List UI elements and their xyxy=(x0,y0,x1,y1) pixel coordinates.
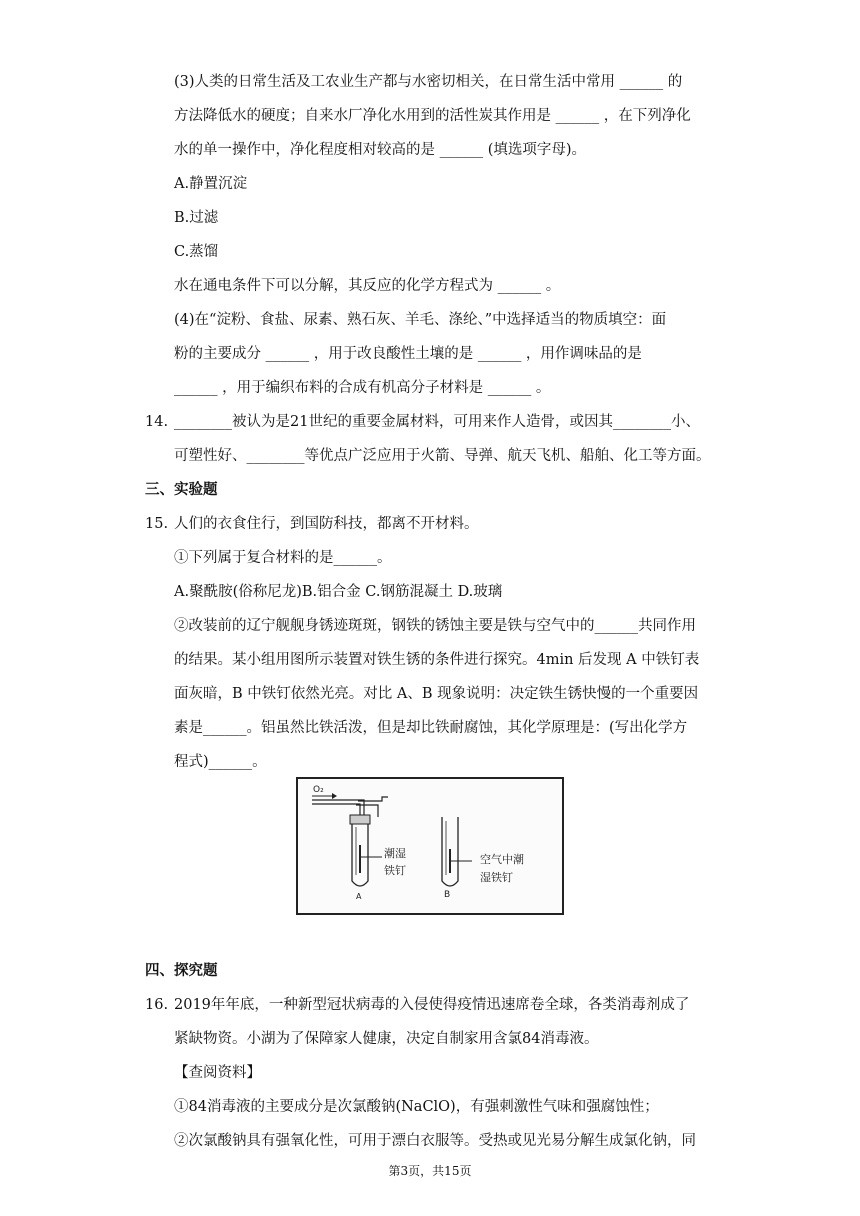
q16-line-5: ②次氯酸钠具有强氧化性，可用于漂白衣服等。受热或见光易分解生成氯化钠，同 xyxy=(174,1133,696,1149)
q13-part3-line-7: 水在通电条件下可以分解，其反应的化学方程式为 ______ 。 xyxy=(174,278,561,294)
section-3-heading: 三、实验题 xyxy=(145,481,218,498)
tube-a-label: A xyxy=(356,892,362,901)
q15-line-3: A.聚酰胺(俗称尼龙)B.铝合金 C.钢筋混凝土 D.玻璃 xyxy=(174,584,503,600)
q15-line-4: ②改装前的辽宁舰舰身锈迹斑斑，钢铁的锈蚀主要是铁与空气中的______共同作用 xyxy=(174,618,696,634)
q13-option-c: C.蒸馏 xyxy=(174,244,219,260)
q13-part4-line-1: (4)在“淀粉、食盐、尿素、熟石灰、羊毛、涤纶、”中选择适当的物质填空：面 xyxy=(174,312,667,328)
q15-line-5: 的结果。某小组用图所示装置对铁生锈的条件进行探究。4min 后发现 A 中铁钉表 xyxy=(174,652,700,668)
q16-line-3: 【查阅资料】 xyxy=(174,1065,261,1081)
label-a-line1: 潮湿 xyxy=(384,847,406,860)
label-a-line2: 铁钉 xyxy=(384,864,406,877)
page-footer: 第3页，共15页 xyxy=(388,1164,472,1178)
q15-line-1: 人们的衣食住行，到国防科技，都离不开材料。 xyxy=(174,516,479,532)
stopper-a xyxy=(350,815,370,824)
rusting-apparatus-figure xyxy=(296,777,564,915)
q14-number: 14. xyxy=(145,414,169,430)
q13-option-b: B.过滤 xyxy=(174,210,219,226)
figure-frame xyxy=(297,778,563,914)
tube-b-label: B xyxy=(444,890,451,900)
q14-line-1: ________被认为是21世纪的重要金属材料，可用来作人造骨，或因其________小、 xyxy=(174,414,700,430)
q16-number: 16. xyxy=(145,997,169,1013)
q13-part3-line-3: 水的单一操作中，净化程度相对较高的是 ______ (填选项字母)。 xyxy=(174,142,587,158)
apparatus-diagram xyxy=(296,777,564,915)
q13-part4-line-3: ______ ，用于编织布料的合成有机高分子材料是 ______ 。 xyxy=(174,380,551,396)
label-b-line1: 空气中潮 xyxy=(480,853,524,866)
section-4-heading: 四、探究题 xyxy=(145,962,218,979)
q16-line-1: 2019年年底，一种新型冠状病毒的入侵使得疫情迅速席卷全球，各类消毒剂成了 xyxy=(174,997,690,1013)
q15-line-6: 面灰暗，B 中铁钉依然光亮。对比 A、B 现象说明：决定铁生锈快慢的一个重要因 xyxy=(174,686,699,702)
q13-part3-line-2: 方法降低水的硬度；自来水厂净化水用到的活性炭其作用是 ______ ，在下列净化 xyxy=(174,108,691,124)
q16-line-2: 紧缺物资。小湖为了保障家人健康，决定自制家用含氯84消毒液。 xyxy=(174,1031,599,1047)
gas-label: O₂ xyxy=(313,785,324,795)
q16-line-4: ①84消毒液的主要成分是次氯酸钠(NaClO)，有强刺激性气味和强腐蚀性； xyxy=(174,1099,659,1115)
q15-line-8: 程式)______。 xyxy=(174,754,267,770)
q13-part3-line-1: (3)人类的日常生活及工农业生产都与水密切相关，在日常生活中常用 ______ 的 xyxy=(174,74,683,90)
q15-line-2: ①下列属于复合材料的是______。 xyxy=(174,550,392,566)
q14-line-2: 可塑性好、________等优点广泛应用于火箭、导弹、航天飞机、船舶、化工等方面。 xyxy=(174,448,711,464)
q13-option-a: A.静置沉淀 xyxy=(174,176,248,192)
q15-line-7: 素是______。铝虽然比铁活泼，但是却比铁耐腐蚀，其化学原理是：(写出化学方 xyxy=(174,720,688,736)
q13-part4-line-2: 粉的主要成分 ______ ，用于改良酸性土壤的是 ______ ，用作调味品的是 xyxy=(174,346,642,362)
q15-number: 15. xyxy=(145,516,169,532)
label-b-line2: 湿铁钉 xyxy=(480,871,513,884)
